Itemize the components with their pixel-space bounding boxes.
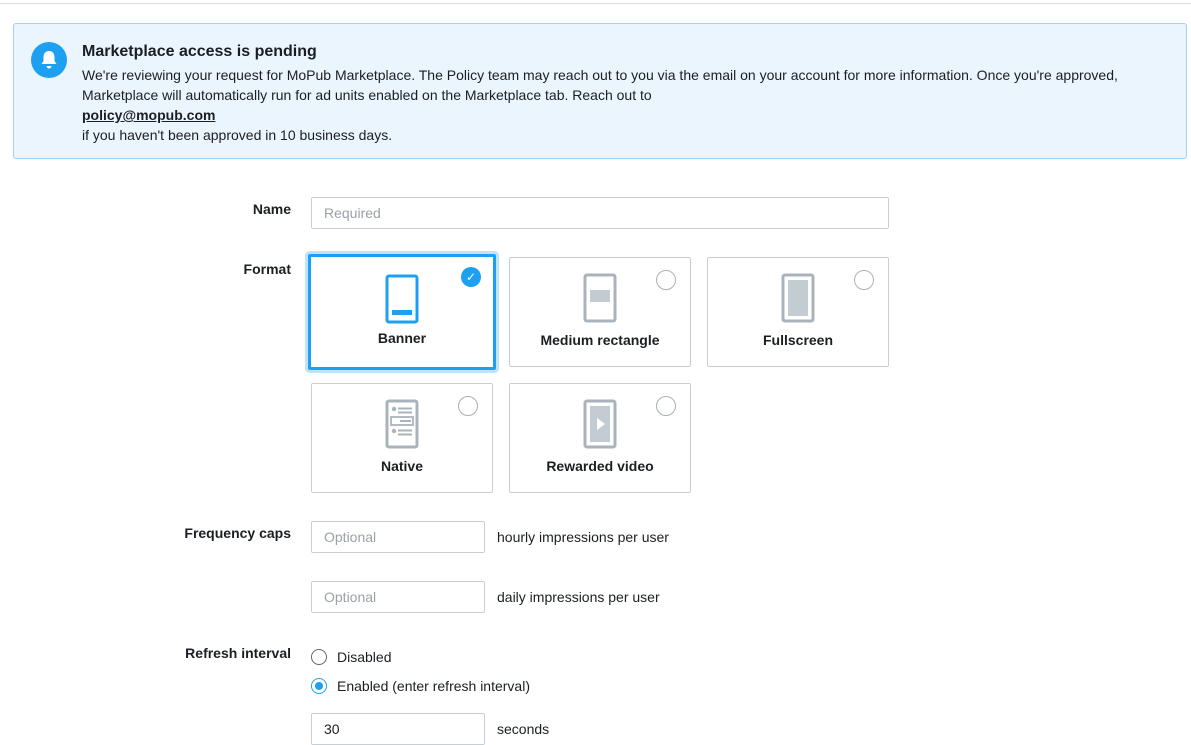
refresh-enabled-label: Enabled (enter refresh interval) bbox=[337, 678, 530, 694]
format-option-label: Medium rectangle bbox=[540, 332, 660, 348]
radio-button[interactable] bbox=[311, 649, 327, 665]
banner-body-text: We're reviewing your request for MoPub Marketplace. The Policy team may reach out to you via the email on your account for more information. Once you're approved, Marketplace will automatically run for ad units enabled on the Marketplace tab. Reach out to bbox=[82, 67, 1118, 103]
name-label: Name bbox=[252, 201, 291, 217]
hourly-cap-input[interactable] bbox=[311, 521, 485, 553]
format-option-label: Fullscreen bbox=[762, 332, 834, 348]
banner-tail-text: if you haven't been approved in 10 business days. bbox=[82, 127, 393, 143]
format-option-banner[interactable] bbox=[308, 254, 496, 370]
format-radio bbox=[656, 270, 676, 290]
name-input[interactable] bbox=[311, 197, 889, 229]
format-option-medium-rectangle[interactable] bbox=[509, 257, 691, 367]
marketplace-pending-banner bbox=[13, 23, 1187, 159]
format-radio bbox=[458, 396, 478, 416]
fullscreen-device-icon bbox=[781, 273, 815, 328]
banner-title: Marketplace access is pending bbox=[82, 43, 317, 60]
refresh-interval-input[interactable] bbox=[311, 713, 485, 745]
format-label: Format bbox=[243, 261, 291, 277]
refresh-disabled-label: Disabled bbox=[337, 649, 392, 665]
hourly-cap-suffix: hourly impressions per user bbox=[497, 529, 669, 545]
banner-body bbox=[82, 65, 1172, 145]
bell-icon bbox=[31, 42, 67, 78]
medium-rectangle-device-icon bbox=[583, 273, 617, 328]
radio-button-selected[interactable] bbox=[311, 678, 327, 694]
refresh-enabled-option[interactable] bbox=[311, 678, 530, 694]
format-option-native[interactable] bbox=[311, 383, 493, 493]
daily-cap-input[interactable] bbox=[311, 581, 485, 613]
format-option-label: Banner bbox=[377, 330, 427, 346]
refresh-interval-suffix: seconds bbox=[497, 721, 550, 737]
top-divider bbox=[0, 3, 1191, 4]
format-option-rewarded-video[interactable] bbox=[509, 383, 691, 493]
daily-cap-suffix: daily impressions per user bbox=[497, 589, 660, 605]
format-radio bbox=[854, 270, 874, 290]
frequency-caps-label: Frequency caps bbox=[184, 525, 291, 541]
policy-email-link[interactable]: policy@mopub.com bbox=[82, 107, 216, 123]
format-option-label: Native bbox=[380, 458, 424, 474]
native-device-icon bbox=[385, 399, 419, 454]
format-option-label: Rewarded video bbox=[546, 458, 654, 474]
banner-device-icon bbox=[385, 274, 419, 329]
refresh-interval-label: Refresh interval bbox=[185, 645, 291, 661]
rewarded-video-device-icon bbox=[583, 399, 617, 454]
refresh-disabled-option[interactable] bbox=[311, 649, 391, 665]
format-option-fullscreen[interactable] bbox=[707, 257, 889, 367]
check-icon: ✓ bbox=[461, 267, 481, 287]
format-radio bbox=[656, 396, 676, 416]
